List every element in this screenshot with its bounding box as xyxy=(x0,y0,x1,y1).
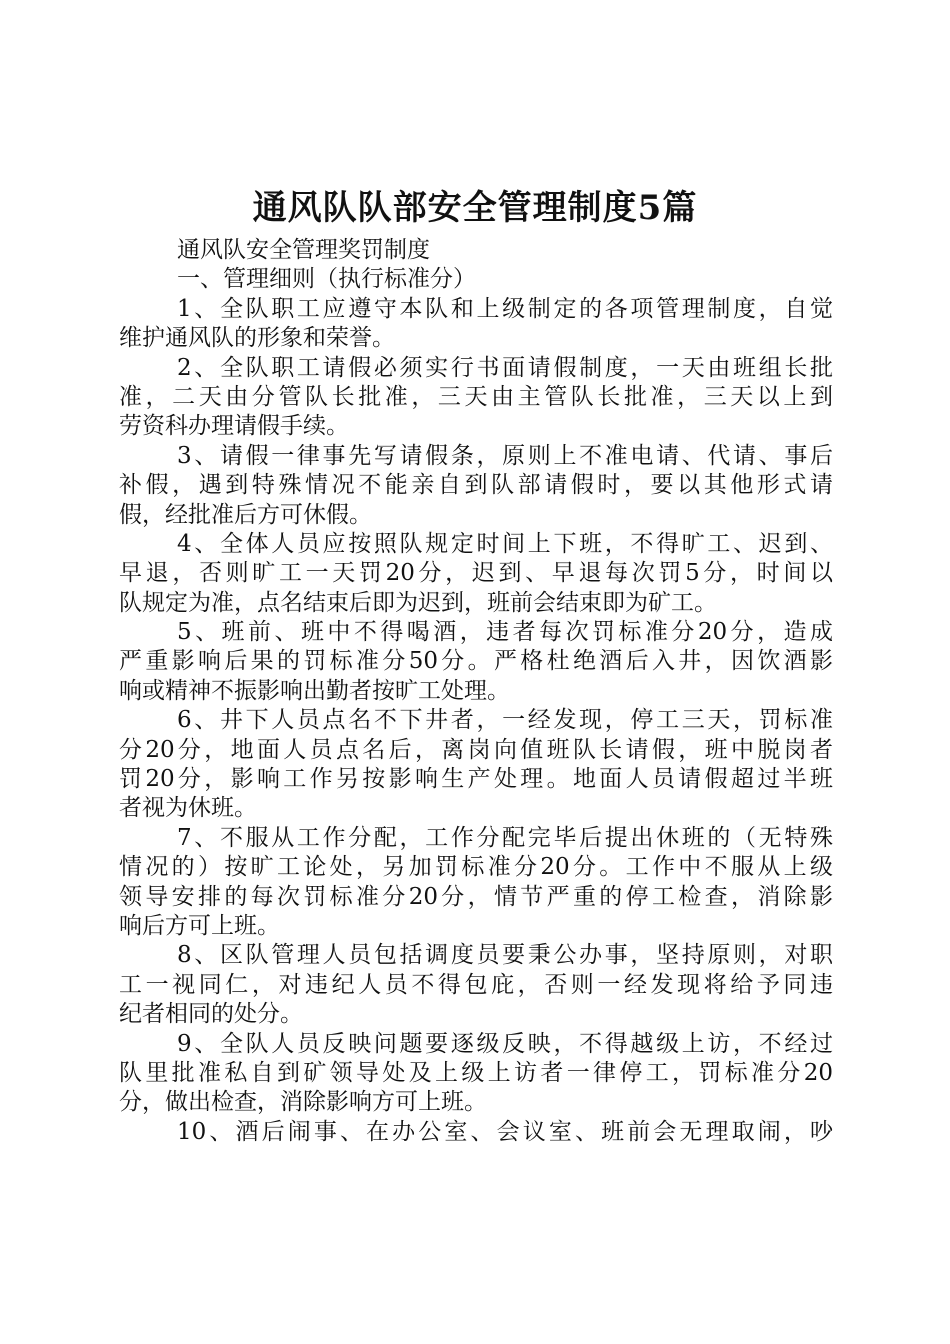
paragraph-line: 罚20分，影响工作另按影响生产处理。地面人员请假超过半班 xyxy=(119,766,833,793)
document-title: 通风队队部安全管理制度5篇 xyxy=(252,188,698,228)
paragraph-line: 分，做出检查，消除影响方可上班。 xyxy=(119,1089,487,1116)
paragraph-line: 2、全队职工请假必须实行书面请假制度，一天由班组长批 xyxy=(177,354,833,381)
paragraph-line: 补假，遇到特殊情况不能亲自到队部请假时，要以其他形式请 xyxy=(119,472,833,499)
paragraph-line: 分20分，地面人员点名后，离岗向值班队长请假，班中脱岗者 xyxy=(119,736,833,763)
paragraph-line: 响或精神不振影响出勤者按旷工处理。 xyxy=(119,677,510,704)
paragraph-lines xyxy=(119,295,833,1147)
paragraph-line: 维护通风队的形象和荣誉。 xyxy=(119,325,395,352)
paragraph-line: 响后方可上班。 xyxy=(119,912,280,939)
paragraph-line: 10、酒后闹事、在办公室、会议室、班前会无理取闹，吵 xyxy=(177,1118,833,1145)
paragraph-line: 工一视同仁，对违纪人员不得包庇，否则一经发现将给予同违 xyxy=(119,971,833,998)
document-body xyxy=(119,236,833,1147)
paragraph-line: 7、不服从工作分配，工作分配完毕后提出休班的（无特殊 xyxy=(177,824,833,851)
paragraph-line: 3、请假一律事先写请假条，原则上不准电请、代请、事后 xyxy=(177,442,833,469)
paragraph-line: 4、全体人员应按照队规定时间上下班，不得旷工、迟到、 xyxy=(177,530,833,557)
paragraph-line: 6、井下人员点名不下井者，一经发现，停工三天，罚标准 xyxy=(177,707,833,734)
paragraph-line: 领导安排的每次罚标准分20分，情节严重的停工检查，消除影 xyxy=(119,883,833,910)
paragraph-line: 劳资科办理请假手续。 xyxy=(119,413,349,440)
paragraph-line: 早退，否则旷工一天罚20分，迟到、早退每次罚5分，时间以 xyxy=(119,560,833,587)
paragraph-line: 1、全队职工应遵守本队和上级制定的各项管理制度，自觉 xyxy=(177,295,833,322)
paragraph-line: 5、班前、班中不得喝酒，违者每次罚标准分20分，造成 xyxy=(177,619,833,646)
paragraph-line: 准，二天由分管队长批准，三天由主管队长批准，三天以上到 xyxy=(119,383,833,410)
paragraph-line: 8、区队管理人员包括调度员要秉公办事，坚持原则，对职 xyxy=(177,942,833,969)
section-heading: 一、管理细则（执行标准分） xyxy=(177,266,476,293)
paragraph-line: 情况的）按旷工论处，另加罚标准分20分。工作中不服从上级 xyxy=(119,854,833,881)
subtitle: 通风队安全管理奖罚制度 xyxy=(177,237,430,263)
paragraph-line: 者视为休班。 xyxy=(119,795,257,822)
paragraph-line: 队里批准私自到矿领导处及上级上访者一律停工，罚标准分20 xyxy=(119,1059,833,1086)
paragraph-line: 严重影响后果的罚标准分50分。严格杜绝酒后入井，因饮酒影 xyxy=(119,648,833,675)
paragraph-line: 假，经批准后方可休假。 xyxy=(119,501,372,528)
paragraph-line: 9、全队人员反映问题要逐级反映，不得越级上访，不经过 xyxy=(177,1030,833,1057)
paragraph-line: 纪者相同的处分。 xyxy=(119,1001,303,1028)
paragraph-line: 队规定为准，点名结束后即为迟到，班前会结束即为矿工。 xyxy=(119,589,717,616)
